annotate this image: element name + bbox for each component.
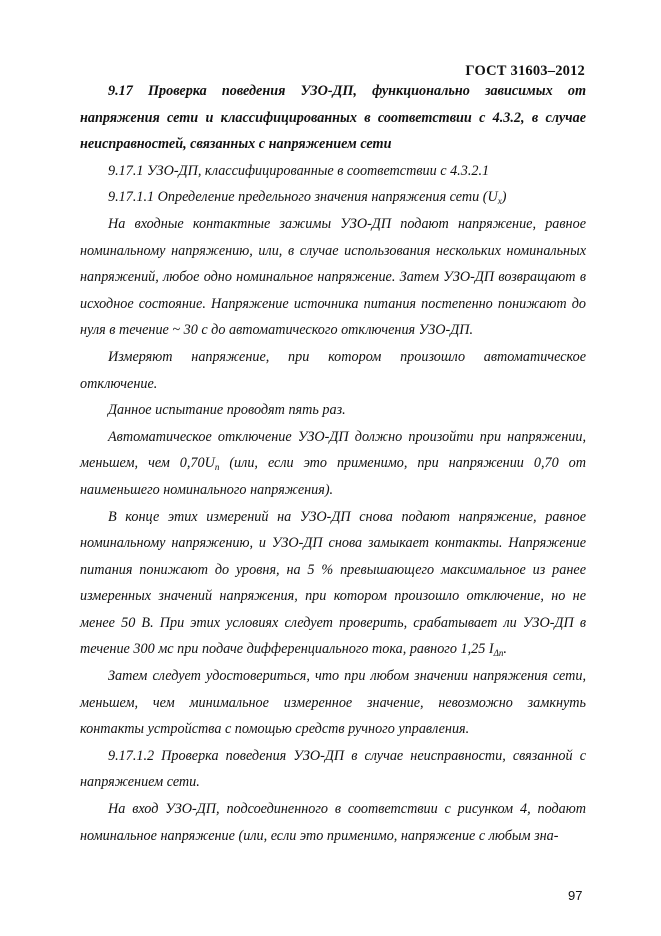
paragraph-tail: .: [503, 641, 507, 658]
paragraph-manual-closing: Затем следует удостовериться, что при любом значении напряжения сети, меньшем, чем минимальное измеренное значение, невозможно замкнуть контакты устройства с помощью средств ручного управления.: [80, 668, 586, 738]
subsection-title-9-17-1-2: 9.17.1.2 Проверка поведения УЗО-ДП в случае неисправности, связанной с напряжением сети.: [80, 747, 586, 791]
paragraph-measure: Измеряют напряжение, при котором произошло автоматическое отключение.: [80, 348, 586, 392]
paragraph-repeat: Данное испытание проводят пять раз.: [108, 402, 346, 419]
page-number: 97: [568, 888, 583, 903]
subsection-title-9-17-1: 9.17.1 УЗО-ДП, классифицированные в соответствии с 4.3.2.1: [108, 162, 490, 179]
paragraph-procedure: На входные контактные зажимы УЗО-ДП подают напряжение, равное номинальному напряжению, или, в случае использования нескольких номинальных напряжений, любое одно номинальное напряжение. Затем УЗО-ДП возвращают в исходное состояние. Напряжение источника питания постепенно понижают до нуля в течение ~ 30 с до автоматического отключения УЗО-ДП.: [80, 215, 586, 339]
document-body: [80, 78, 586, 849]
subsection-title-9-17-1-1: [80, 184, 586, 211]
section-heading-9-17: 9.17 Проверка поведения УЗО-ДП, функционально зависимых от напряжения сети и классифицированных в соответствии с 4.3.2, в случае неисправностей, связанных с напряжением сети: [80, 83, 586, 153]
document-standard-header: ГОСТ 31603–2012: [465, 63, 585, 79]
paragraph-tail: (или, если это применимо, при напряжении 0,70 от наименьшего номинального напряжения).: [80, 455, 586, 498]
paragraph-requirement: [80, 424, 586, 504]
subscript: n: [214, 462, 220, 473]
paragraph-text: Автоматическое отключение УЗО-ДП должно произойти при напряжении, меньшем, чем 0,70U: [80, 428, 586, 472]
subscript: Δn: [493, 648, 504, 659]
paragraph-text: 9.17.1.1 Определение предельного значения напряжения сети (U: [108, 189, 498, 206]
paragraph-verification: [80, 504, 586, 664]
paragraph-text: В конце этих измерений на УЗО-ДП снова подают напряжение, равное номинальному напряжению, и УЗО-ДП снова замыкает контакты. Напряжение питания понижают до уровня, на 5 % превышающего максимальное из ранее измеренных значений напряжения, при котором произошло отключение, но не менее 50 В. При этих условиях следует проверить, срабатывает ли УЗО-ДП в течение 300 мс при подаче дифференциального тока, равного 1,25 I: [80, 508, 586, 658]
paragraph-continuation: На вход УЗО-ДП, подсоединенного в соответствии с рисунком 4, подают номинальное напряжение (или, если это применимо, напряжение с любым зна-: [80, 801, 586, 844]
subscript: x: [497, 196, 502, 207]
paragraph-tail: ): [501, 189, 507, 206]
